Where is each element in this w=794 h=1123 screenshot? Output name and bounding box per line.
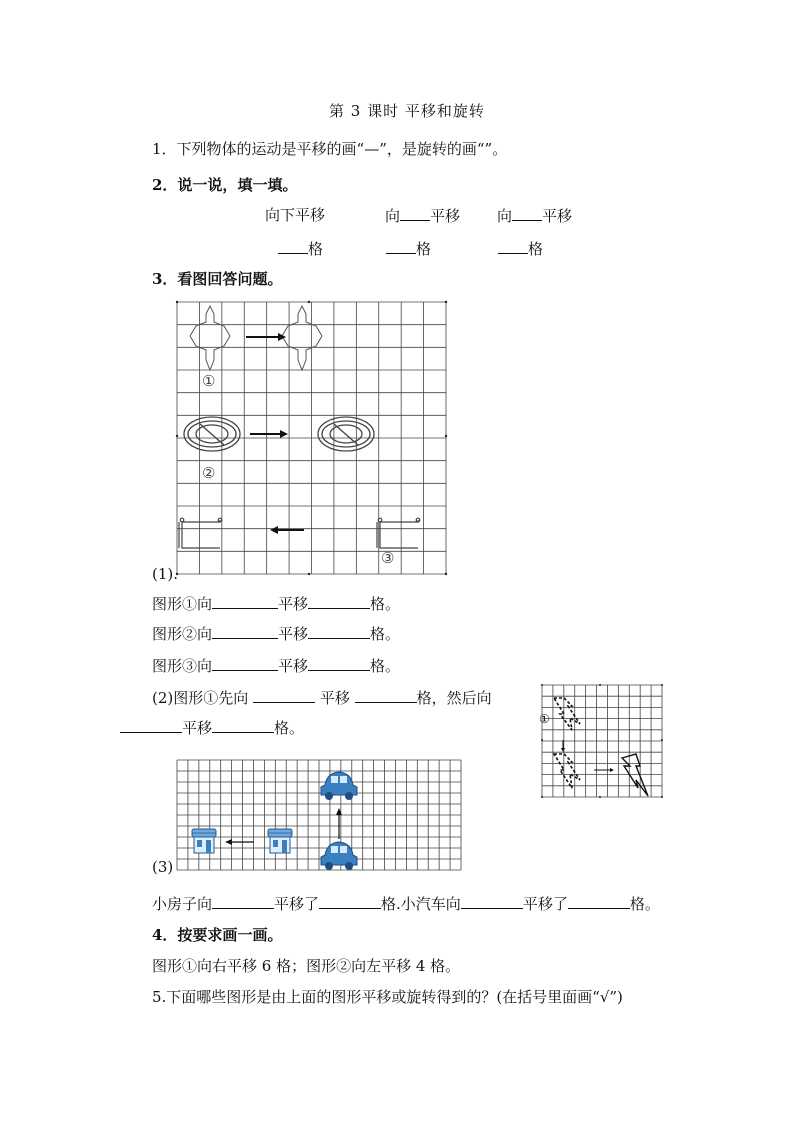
house-num-blank[interactable] xyxy=(319,894,381,909)
q3-sub2-e: 格。 xyxy=(274,719,305,737)
q2-grid-blank-1[interactable] xyxy=(278,239,308,254)
q3-sub2-d: 平移 xyxy=(182,719,213,737)
q3-sub3-line xyxy=(152,894,660,913)
q2-unit-3: 格 xyxy=(528,240,544,258)
q2-row2-2 xyxy=(386,239,431,258)
q2-col2-b: 平移 xyxy=(430,207,461,225)
q3-sub3-grid-lines xyxy=(177,760,461,870)
q3-sub2-num2-blank[interactable] xyxy=(212,718,274,733)
q3-line-2 xyxy=(152,624,400,643)
q3-sub3-c: 格.小汽车向 xyxy=(381,895,461,913)
q2-col3-blank[interactable] xyxy=(512,206,542,221)
q3-sub2-c: 格，然后向 xyxy=(416,689,492,707)
q3-line-3-b: 平移 xyxy=(278,657,309,675)
house-arrow xyxy=(225,839,254,845)
q3-line-3-dir-blank[interactable] xyxy=(212,656,278,671)
q2-col3-b: 平移 xyxy=(542,207,573,225)
q3-line-1-a: 图形①向 xyxy=(152,595,213,613)
q2-unit-2: 格 xyxy=(416,240,432,258)
q3-line-1 xyxy=(152,594,400,613)
q2-col2-blank[interactable] xyxy=(400,206,430,221)
q3-sub3-label: (3) xyxy=(152,858,174,876)
q3-grid-lines xyxy=(177,302,446,574)
q2-col2-label xyxy=(385,206,460,225)
q3-sub1-label: (1). xyxy=(152,565,179,583)
q2-unit-1: 格 xyxy=(308,240,324,258)
car-dir-blank[interactable] xyxy=(461,894,523,909)
q2-col1-label: 向下平移 xyxy=(265,206,326,224)
q3-line-2-c: 格。 xyxy=(370,625,401,643)
q3-line-2-num-blank[interactable] xyxy=(308,624,370,639)
figure-3-shape xyxy=(179,518,420,548)
question-5: 5.下面哪些图形是由上面的图形平移或旋转得到的？(在括号里面画“√”) xyxy=(152,988,623,1006)
small-grid-arrows xyxy=(561,740,614,772)
q3-sub2-dir2-blank[interactable] xyxy=(120,718,182,733)
q3-sub2-b: 平移 xyxy=(319,689,350,707)
house-dir-blank[interactable] xyxy=(212,894,274,909)
q3-sub2-num1-blank[interactable] xyxy=(355,688,417,703)
figure-2-label: ② xyxy=(202,464,216,482)
q3-sub3-b: 平移了 xyxy=(274,895,320,913)
q3-sub3-e: 格。 xyxy=(629,895,660,913)
figure-2-arrow xyxy=(250,430,288,438)
q2-col3-label xyxy=(497,206,572,225)
question-1: 1．下列物体的运动是平移的画“—”，是旋转的画“”。 xyxy=(152,140,508,158)
q2-grid-blank-2[interactable] xyxy=(386,239,416,254)
figure-3-arrow xyxy=(270,526,304,534)
q3-line-1-num-blank[interactable] xyxy=(308,594,370,609)
figure-1-arrow xyxy=(246,333,286,341)
q3-line-3 xyxy=(152,656,400,675)
q2-row2-1 xyxy=(278,239,323,258)
q3-sub3-grid-figure xyxy=(176,759,464,873)
q3-sub2-a: (2)图形①先向 xyxy=(152,689,249,707)
house-icon-right xyxy=(268,829,292,853)
q3-line-2-a: 图形②向 xyxy=(152,625,213,643)
q2-grid-blank-3[interactable] xyxy=(498,239,528,254)
car-num-blank[interactable] xyxy=(568,894,630,909)
q3-sub2-line-1 xyxy=(152,688,492,707)
q2-col2-a: 向 xyxy=(385,207,401,225)
page-title: 第 3 课时 平移和旋转 xyxy=(329,102,485,120)
question-2-label: 2．说一说，填一填。 xyxy=(152,176,298,194)
figure-3-label: ③ xyxy=(381,549,395,567)
q3-sub2-dir1-blank[interactable] xyxy=(253,688,315,703)
q2-col3-a: 向 xyxy=(497,207,513,225)
question-4-label: 4．按要求画一画。 xyxy=(152,926,283,944)
figure-1-label: ① xyxy=(202,372,216,390)
q3-line-1-dir-blank[interactable] xyxy=(212,594,278,609)
q3-sub3-a: 小房子向 xyxy=(152,895,213,913)
q3-line-2-dir-blank[interactable] xyxy=(212,624,278,639)
q3-line-3-a: 图形③向 xyxy=(152,657,213,675)
q2-row2-3 xyxy=(498,239,543,258)
q3-sub2-fig-label: ① xyxy=(539,712,550,726)
q3-sub2-line-2 xyxy=(120,718,304,737)
q3-sub2-grid-lines xyxy=(542,685,662,797)
question-4-text: 图形①向右平移 6 格；图形②向左平移 4 格。 xyxy=(152,957,461,975)
q3-sub3-d: 平移了 xyxy=(522,895,568,913)
q3-line-3-num-blank[interactable] xyxy=(308,656,370,671)
q3-line-1-b: 平移 xyxy=(278,595,309,613)
q3-line-3-c: 格。 xyxy=(370,657,401,675)
q3-grid-figure xyxy=(170,296,455,581)
q3-line-2-b: 平移 xyxy=(278,625,309,643)
q3-line-1-c: 格。 xyxy=(370,595,401,613)
house-icon-left xyxy=(192,829,216,853)
q3-sub2-grid-figure xyxy=(536,682,668,800)
question-3-label: 3．看图回答问题。 xyxy=(152,270,283,288)
